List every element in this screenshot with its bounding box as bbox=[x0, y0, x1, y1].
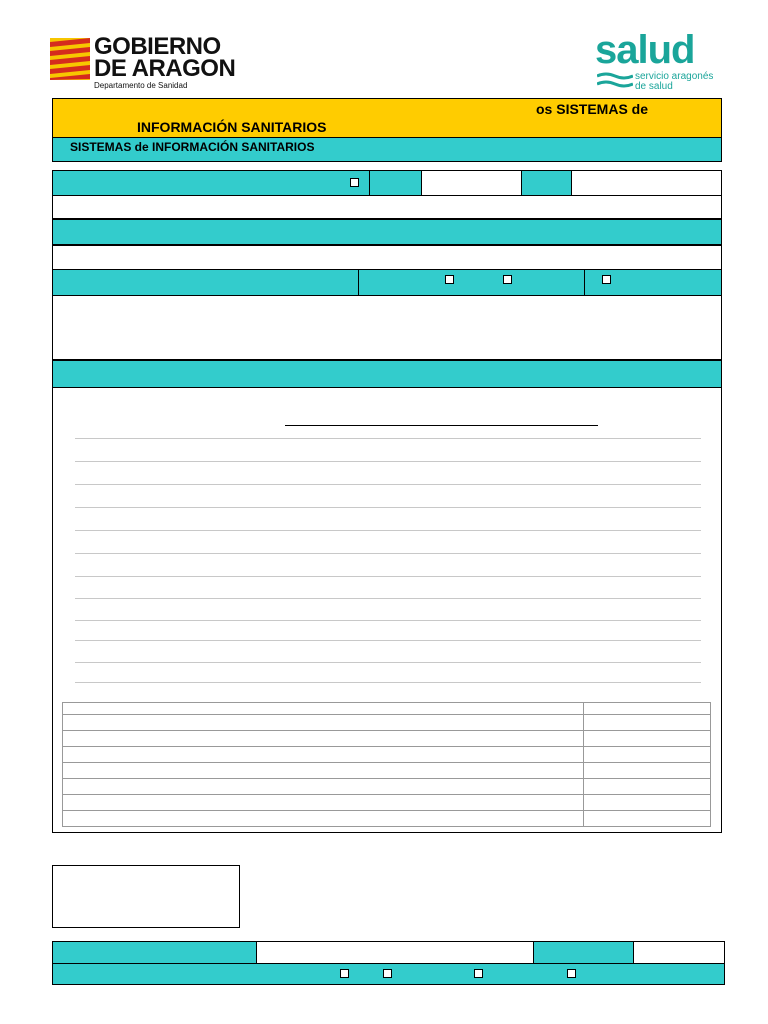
table-row-line bbox=[62, 794, 711, 795]
table-row-line bbox=[62, 778, 711, 779]
table-row-line bbox=[62, 730, 711, 731]
logo-subtitle: Departamento de Sanidad bbox=[94, 81, 188, 90]
footer-field-1[interactable] bbox=[256, 941, 534, 964]
table-row-line bbox=[62, 762, 711, 763]
divider bbox=[358, 269, 359, 296]
inner-table bbox=[62, 702, 711, 827]
logo-line-1: GOBIERNO bbox=[94, 33, 221, 60]
ruled-line bbox=[75, 620, 701, 621]
ruled-line bbox=[75, 461, 701, 462]
ruled-line bbox=[75, 662, 701, 663]
checkbox-3[interactable] bbox=[503, 275, 512, 284]
checkbox-2[interactable] bbox=[445, 275, 454, 284]
table-row-line bbox=[62, 714, 711, 715]
section-band-1 bbox=[52, 219, 722, 245]
divider bbox=[369, 170, 370, 196]
table-row-line bbox=[62, 810, 711, 811]
heading-underline bbox=[285, 425, 598, 426]
salud-subtitle-2: de salud bbox=[635, 81, 673, 92]
footer-checkbox-3[interactable] bbox=[474, 969, 483, 978]
input-row-2[interactable] bbox=[52, 245, 722, 270]
logo-title bbox=[94, 33, 236, 82]
divider bbox=[584, 269, 585, 296]
salud-subtitle-1: servicio aragonés bbox=[635, 71, 714, 82]
checkbox-4[interactable] bbox=[602, 275, 611, 284]
footer-checkbox-2[interactable] bbox=[383, 969, 392, 978]
ruled-line bbox=[75, 553, 701, 554]
aragon-flag-icon bbox=[50, 38, 90, 80]
form-title-band bbox=[52, 98, 722, 138]
form-subtitle: SISTEMAS de INFORMACIÓN SANITARIOS bbox=[70, 140, 315, 154]
footer-field-2[interactable] bbox=[633, 941, 725, 964]
section-band-2 bbox=[52, 360, 722, 388]
field-box-2[interactable] bbox=[571, 170, 722, 196]
gobierno-aragon-logo bbox=[50, 33, 250, 94]
ruled-line bbox=[75, 438, 701, 439]
table-row-line bbox=[62, 746, 711, 747]
salud-wordmark: salud bbox=[595, 28, 695, 72]
form-subtitle-band bbox=[52, 137, 722, 162]
ruled-line bbox=[75, 507, 701, 508]
ruled-line bbox=[75, 530, 701, 531]
ruled-line bbox=[75, 576, 701, 577]
description-area[interactable] bbox=[52, 295, 722, 360]
form-title-right: os SISTEMAS de bbox=[536, 101, 649, 117]
input-row-1[interactable] bbox=[52, 195, 722, 219]
field-box-1[interactable] bbox=[421, 170, 522, 196]
form-title-left: INFORMACIÓN SANITARIOS bbox=[137, 119, 327, 135]
table-column-divider bbox=[583, 702, 584, 827]
checkbox-1[interactable] bbox=[350, 178, 359, 187]
salud-subtitle bbox=[635, 72, 713, 92]
logo-line-2: DE ARAGON bbox=[94, 55, 236, 82]
salud-logo bbox=[595, 30, 715, 92]
ruled-line bbox=[75, 484, 701, 485]
ruled-line bbox=[75, 682, 701, 683]
ruled-line bbox=[75, 598, 701, 599]
options-row bbox=[52, 269, 722, 296]
footer-checkbox-1[interactable] bbox=[340, 969, 349, 978]
ruled-line bbox=[75, 640, 701, 641]
signature-box[interactable] bbox=[52, 865, 240, 928]
waves-icon bbox=[597, 72, 633, 90]
footer-checkbox-4[interactable] bbox=[567, 969, 576, 978]
